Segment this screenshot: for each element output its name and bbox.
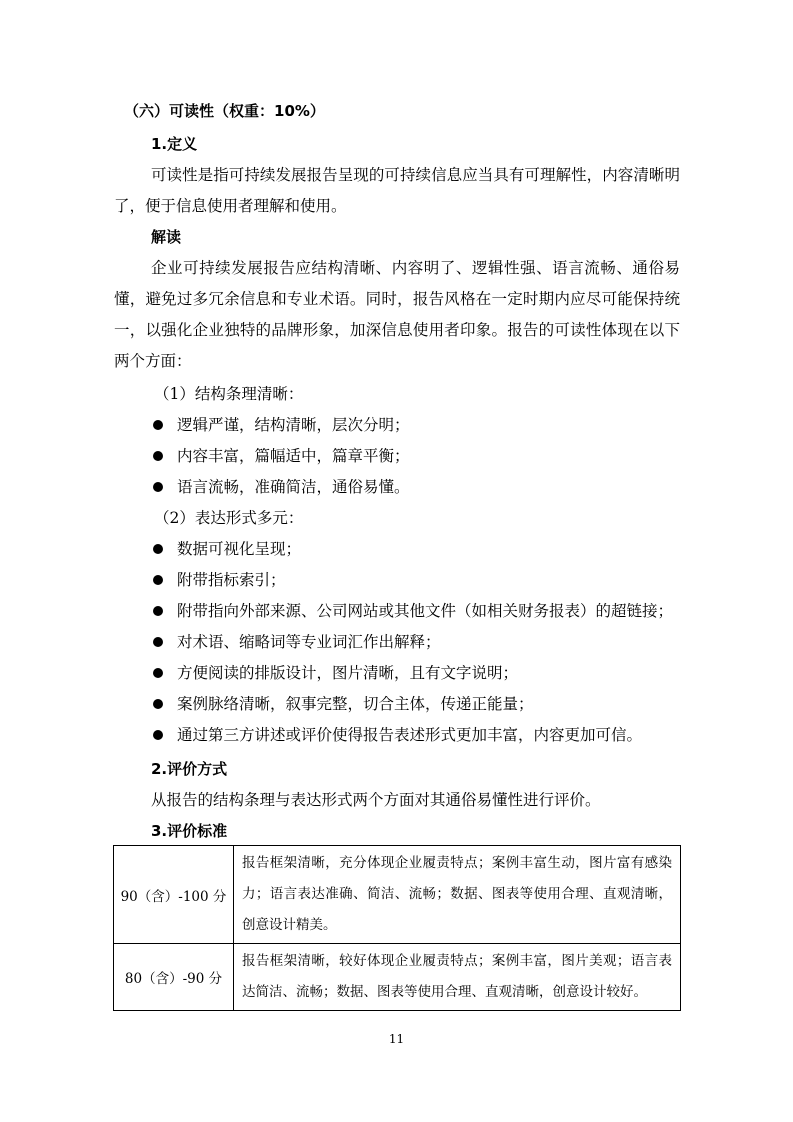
section-heading: （六）可读性（权重：10%）: [124, 102, 325, 120]
table-row: [114, 944, 681, 1011]
bullet-icon: [153, 637, 163, 647]
bullet-icon: [153, 606, 163, 616]
interpretation-title: 解读: [151, 228, 182, 246]
table-row: [114, 846, 681, 944]
score-cell: 80（含）-90 分: [114, 944, 234, 1011]
evaluation-method-title: 2.评价方式: [151, 760, 228, 778]
description-cell: 报告框架清晰，较好体现企业履责特点；案例丰富，图片美观；语言表达简洁、流畅；数据、图表等使用合理、直观清晰，创意设计较好。: [234, 944, 681, 1011]
aspect-structure-label: （1）结构条理清晰：: [154, 385, 304, 403]
bullet-icon: [153, 544, 163, 554]
bullet-icon: [153, 420, 163, 430]
page-number: 11: [388, 1032, 405, 1046]
bullet-icon: [153, 451, 163, 461]
score-cell: 90（含）-100 分: [114, 846, 234, 944]
bullet-icon: [153, 482, 163, 492]
description-cell: 报告框架清晰，充分体现企业履责特点；案例丰富生动，图片富有感染力；语言表达准确、简洁、流畅；数据、图表等使用合理、直观清晰，创意设计精美。: [234, 846, 681, 944]
definition-text: 可读性是指可持续发展报告呈现的可持续信息应当具有可理解性，内容清晰明了，便于信息使用者理解和使用。: [114, 166, 680, 215]
criteria-table: [113, 845, 681, 1011]
bullet-icon: [153, 730, 163, 740]
evaluation-method-text: 从报告的结构条理与表达形式两个方面对其通俗易懂性进行评价。: [151, 791, 601, 809]
bullet-icon: [153, 668, 163, 678]
interpretation-text: 企业可持续发展报告应结构清晰、内容明了、逻辑性强、语言流畅、通俗易懂，避免过多冗余信息和专业术语。同时，报告风格在一定时期内应尽可能保持统一，以强化企业独特的品牌形象，加深信息使用者印象。报告的可读性体现在以下两个方面：: [114, 259, 680, 370]
bullet-icon: [153, 575, 163, 585]
bullet-icon: [153, 699, 163, 709]
evaluation-criteria-title: 3.评价标准: [151, 822, 228, 840]
definition-title: 1.定义: [151, 135, 198, 153]
aspect-expression-label: （2）表达形式多元：: [154, 509, 304, 527]
document-page: （六）可读性（权重：10%） 1.定义 可读性是指可持续发展报告呈现的可持续信息应当具有可理解性，内容清晰明了，便于信息使用者理解和使用。 解读 企业可持续发展报告应结构清晰、内容明了、逻辑性强、语言流畅、通俗易懂，避免过多冗余信息和专业术语。同时，报告风格在一定时期内应尽可能保持统一，以强化企业独特的品牌形象，加深信息使用者印象。报告的可读性体现在以下两个方面： （1）结构条理清晰： 逻辑严谨，结构清晰，层次分明； 内容丰富，篇幅适中，篇章平衡； 语言流畅，准确简洁，通俗易懂。 （2）表达形式多元： 数据可视化呈现； 附带指标索引； 附带指向外部来源、公司网站或其他文件（如相关财务报表）的超链接； 对术语、缩略词等专业词汇作出解释； 方便阅读的排版设计，图片清晰，且有文字说明； 案例脉络清晰，叙事完整，切合主体，传递正能量； 通过第三方讲述或评价使得报告表述形式更加丰富，内容更加可信。 2.评价方式 从报告的结构条理与表达形式两个方面对其通俗易懂性进行评价。 3.评价标准 90（含）-100 分 报告框架清晰，充分体现企业履责特点；案例丰富生动，图片富有感染力；语言表达准确、简洁、流畅；数据、图表等使用合理、直观清晰，创意设计精美。 80（含）-90 分 报告框架清晰，较好体现企业履责特点；案例丰富，图片美观；语言表达简洁、流畅；数据、图表等使用合理、直观清晰，创意设计较好。 11: [0, 0, 793, 1122]
